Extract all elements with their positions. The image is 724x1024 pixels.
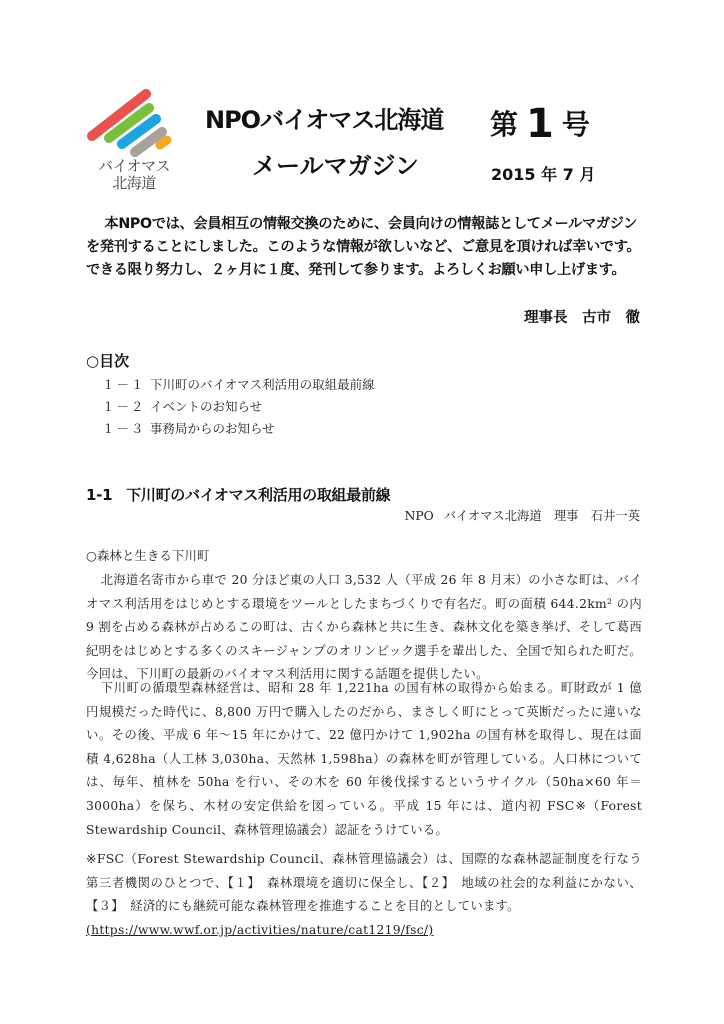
logo [82,86,186,196]
issue-date: 2015 年 7 月 [491,165,596,184]
section-author: NPO バイオマス北海道 理事 石井一英 [404,509,640,523]
body-paragraph-2: 下川町の循環型森林経営は、昭和 28 年 1,221ha の国有林の取得から始まる。町財政が 1 億円規模だった時代に、8,800 万円で購入したのだから、まさしく町にとって英断だったに違いない。その後、平成 6 年～15 年にかけて、22 億円かけて 1,902ha の国有林を取得し、現在は面積 4,628ha（人工林 3,030ha、天然林 1,598ha）の森林を町が管理している。人口林については、毎年、植林を 50ha を行い、その木を 60 年後伐採するというサイクル（50ha×60 年＝3000ha）を保ち、木材の安定供給を図っている。平成 15 年には、道内初 FSC※（Forest Stewardship Council、森林管理協議会）認証をうけている。 [86,681,642,837]
toc-heading: ○目次 [86,352,130,370]
toc-item-number: １－１ [102,377,146,392]
logo-stripes-icon [82,86,186,158]
logo-text-line1: バイオマス [97,157,171,175]
issue-suffix: 号 [561,108,590,141]
toc-item-number: １－２ [102,399,146,414]
footnote-text: ※FSC（Forest Stewardship Council、森林管理協議会）は、国際的な森林認証制度を行なう第三者機関のひとつで、【１】 森林環境を適切に保全し、【２】 地域の社会的な利益にかない、【３】 経済的にも継続可能な森林管理を推進することを目的としています。 [86,852,642,914]
section-heading [86,484,390,505]
section-number: 1-1 [86,486,113,504]
table-of-contents [102,374,375,440]
footnote-link[interactable]: (https://www.wwf.or.jp/activities/nature/cat1219/fsc/) [86,922,434,937]
toc-item[interactable] [102,418,375,440]
logo-text-line2: 北海道 [112,174,156,192]
toc-item-number: １－３ [102,421,146,436]
issue-number [490,98,590,147]
subsection-heading: ○森林と生きる下川町 [86,548,210,563]
newsletter-subtitle: メールマガジン [252,152,419,180]
logo-stripe-orange [160,140,167,145]
issue-prefix: 第 [490,108,519,141]
section-title: 下川町のバイオマス利活用の取組最前線 [126,486,391,504]
intro-paragraph: 本NPOでは、会員相互の情報交換のために、会員向けの情報誌としてメールマガジンを発刊することにしました。このような情報が欲しいなど、ご意見を頂ければ幸いです。できる限り努力し、２ヶ月に１度、発刊して参ります。よろしくお願い申し上げます。 [86,216,641,278]
footnote [86,848,642,942]
toc-item-label: 下川町のバイオマス利活用の取組最前線 [150,377,375,392]
newsletter-title: NPOバイオマス北海道 [205,106,444,134]
issue-number-value: 1 [526,101,554,147]
toc-item-label: 事務局からのお知らせ [150,421,275,436]
toc-item-label: イベントのお知らせ [150,399,263,414]
toc-item[interactable] [102,374,375,396]
body-paragraph-1: 北海道名寄市から車で 20 分ほど東の人口 3,532 人（平成 26 年 8 月末）の小さな町は、バイオマス利活用をはじめとする環境をツールとしたまちづくりで有名だ。町の面積 644.2km² の内 9 割を占める森林が占めるこの町は、古くから森林と共に生き、森林文化を築き挙げ、そして葛西紀明をはじめとする多くのスキージャンプのオリンピック選手を輩出した、全国で知られた町だ。今回は、下川町の最新のバイオマス利活用に関する話題を提供したい。 [86,573,642,682]
toc-item[interactable] [102,396,375,418]
chair-signature: 理事長 古市 徹 [524,310,640,326]
